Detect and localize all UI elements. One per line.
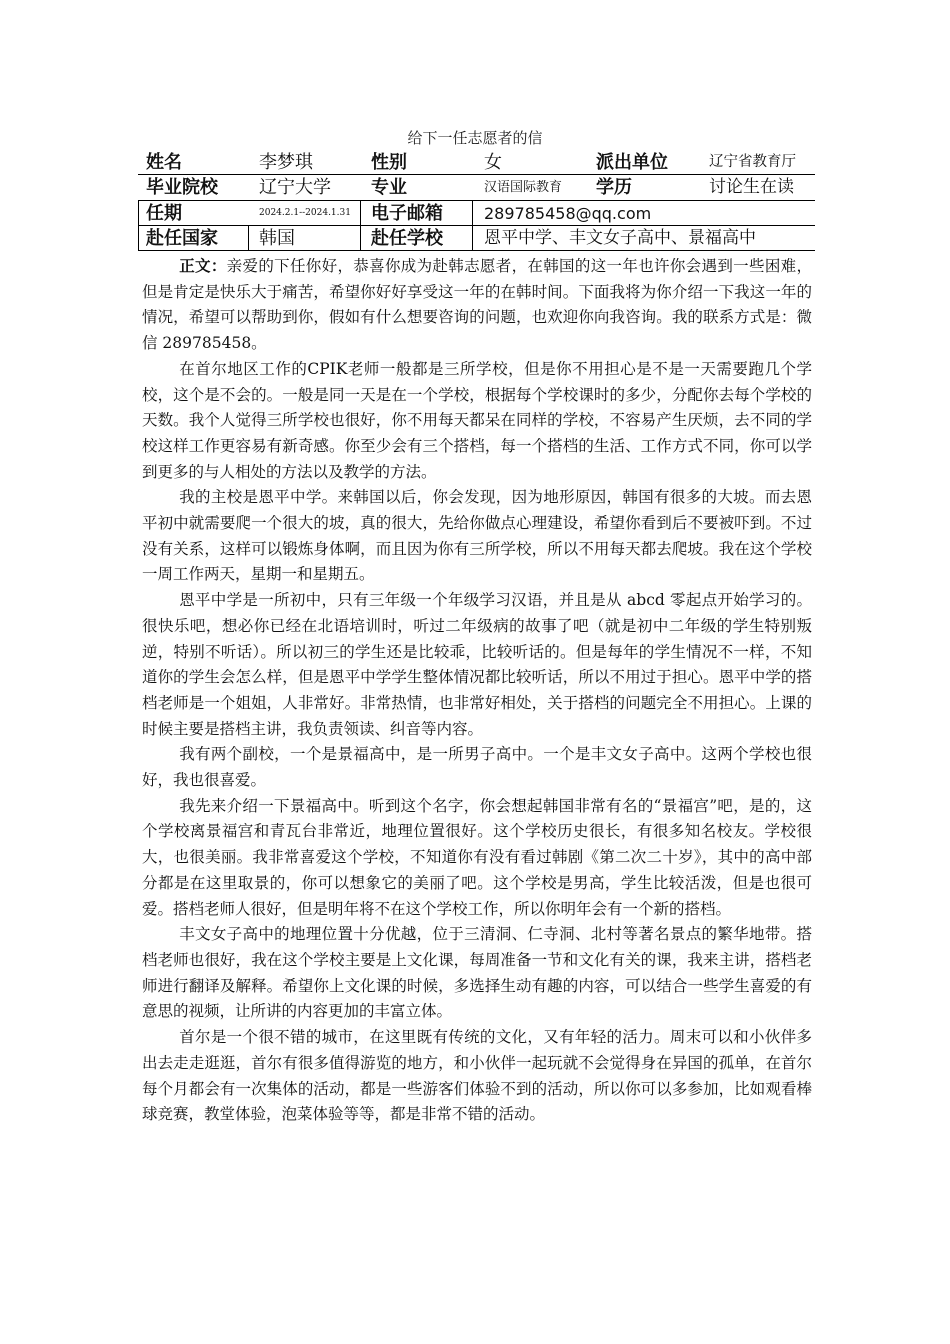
letter-body [142,254,812,1128]
gender-label: 性别 [371,152,407,173]
table-row-divider [138,200,815,201]
name-label: 姓名 [146,152,182,173]
email-value: 289785458@qq.com [484,204,652,223]
body-lead-label: 正文： [179,257,227,275]
table-bottom-border [138,250,815,251]
unit-label: 派出单位 [596,152,668,173]
table-column-rule [472,200,473,251]
email-label: 电子邮箱 [371,203,443,224]
paragraph: 我先来介绍一下景福高中。听到这个名字，你会想起韩国非常有名的“景福宫”吧，是的，这个学校离景福宫和青瓦台非常近，地理位置很好。这个学校历史很长，有很多知名校友。学校很大，也很美丽。我非常喜爱这个学校，不知道你有没有看过韩剧《第二次二十岁》，其中的高中部分都是在这里取景的，你可以想象它的美丽了吧。这个学校是男高，学生比较活泼，但是也很可爱。搭档老师人很好，但是明年将不在这个学校工作，所以你明年会有一个新的搭档。 [142,796,812,918]
posting-label: 赴任学校 [371,228,443,249]
gender-value: 女 [484,152,502,173]
country-label: 赴任国家 [146,228,218,249]
table-column-rule [360,200,361,251]
school-value: 辽宁大学 [259,177,331,198]
unit-value: 辽宁省教育厅 [709,154,796,170]
degree-label: 学历 [596,177,632,198]
school-label: 毕业院校 [146,177,218,198]
table-column-rule [138,200,139,251]
info-table [138,149,815,251]
paragraph-text: 亲爱的下任你好，恭喜你成为赴韩志愿者，在韩国的这一年也许你会遇到一些困难，但是肯定是快乐大于痛苦，希望你好好享受这一年的在韩时间。下面我将为你介绍一下我这一年的情况，希望可以帮助到你，假如有什么想要咨询的问题，也欢迎你向我咨询。我的联系方式是：微信 289785458。 [142,257,812,353]
paragraph: 首尔是一个很不错的城市，在这里既有传统的文化，又有年轻的活力。周末可以和小伙伴多出去走走逛逛，首尔有很多值得游览的地方，和小伙伴一起玩就不会觉得身在异国的孤单，在首尔每个月都会有一次集体的活动，都是一些游客们体验不到的活动，所以你可以多参加，比如观看棒球竞赛，教堂体验，泡菜体验等等，都是非常不错的活动。 [142,1028,812,1124]
paragraph: 我有两个副校，一个是景福高中，是一所男子高中。一个是丰文女子高中。这两个学校也很好，我也很喜爱。 [142,745,812,790]
degree-value: 讨论生在读 [709,177,794,197]
paragraph [142,254,812,357]
paragraph: 丰文女子高中的地理位置十分优越，位于三清洞、仁寺洞、北村等著名景点的繁华地带。搭档老师也很好，我在这个学校主要是上文化课，每周准备一节和文化有关的课，我来主讲，搭档老师进行翻译及解释。希望你上文化课的时候，多选择生动有趣的内容，可以结合一些学生喜爱的有意思的视频，让所讲的内容更加的丰富立体。 [142,925,812,1021]
posting-value: 恩平中学、丰文女子高中、景福高中 [484,228,756,248]
major-value: 汉语国际教育 [484,180,563,195]
country-value: 韩国 [259,228,295,249]
paragraph: 恩平中学是一所初中，只有三年级一个年级学习汉语，并且是从 abcd 零起点开始学习的。很快乐吧，想必你已经在北语培训时，听过二年级病的故事了吧（就是初中二年级的学生特别叛逆，特别不听话）。所以初三的学生还是比较乖，比较听话的。但是每年的学生情况不一样，不知道你的学生会怎么样，但是恩平中学学生整体情况都比较听话，所以不用过于担心。恩平中学的搭档老师是一个姐姐，人非常好。非常热情，也非常好相处，关于搭档的问题完全不用担心。上课的时候主要是搭档主讲，我负责领读、纠音等内容。 [142,591,812,738]
name-value: 李梦琪 [259,152,313,173]
document-title: 给下一任志愿者的信 [407,129,543,147]
term-value: 2024.2.1--2024.1.31 [259,208,351,218]
paragraph: 在首尔地区工作的CPIK老师一般都是三所学校，但是你不用担心是不是一天需要跑几个学校，这个是不会的。一般是同一天是在一个学校，根据每个学校课时的多少，分配你去每个学校的天数。我个人觉得三所学校也很好，你不用每天都呆在同样的学校，不容易产生厌烦，去不同的学校这样工作更容易有新奇感。你至少会有三个搭档，每一个搭档的生活、工作方式不同，你可以学到更多的与人相处的方法以及教学的方法。 [142,359,812,481]
table-column-rule [248,225,249,251]
major-label: 专业 [371,177,407,198]
paragraph: 我的主校是恩平中学。来韩国以后，你会发现，因为地形原因，韩国有很多的大坡。而去恩平初中就需要爬一个很大的坡，真的很大，先给你做点心理建设，希望你看到后不要被吓到。不过没有关系，这样可以锻炼身体啊，而且因为你有三所学校，所以不用每天都去爬坡。我在这个学校一周工作两天，星期一和星期五。 [142,488,812,584]
term-label: 任期 [146,203,182,224]
